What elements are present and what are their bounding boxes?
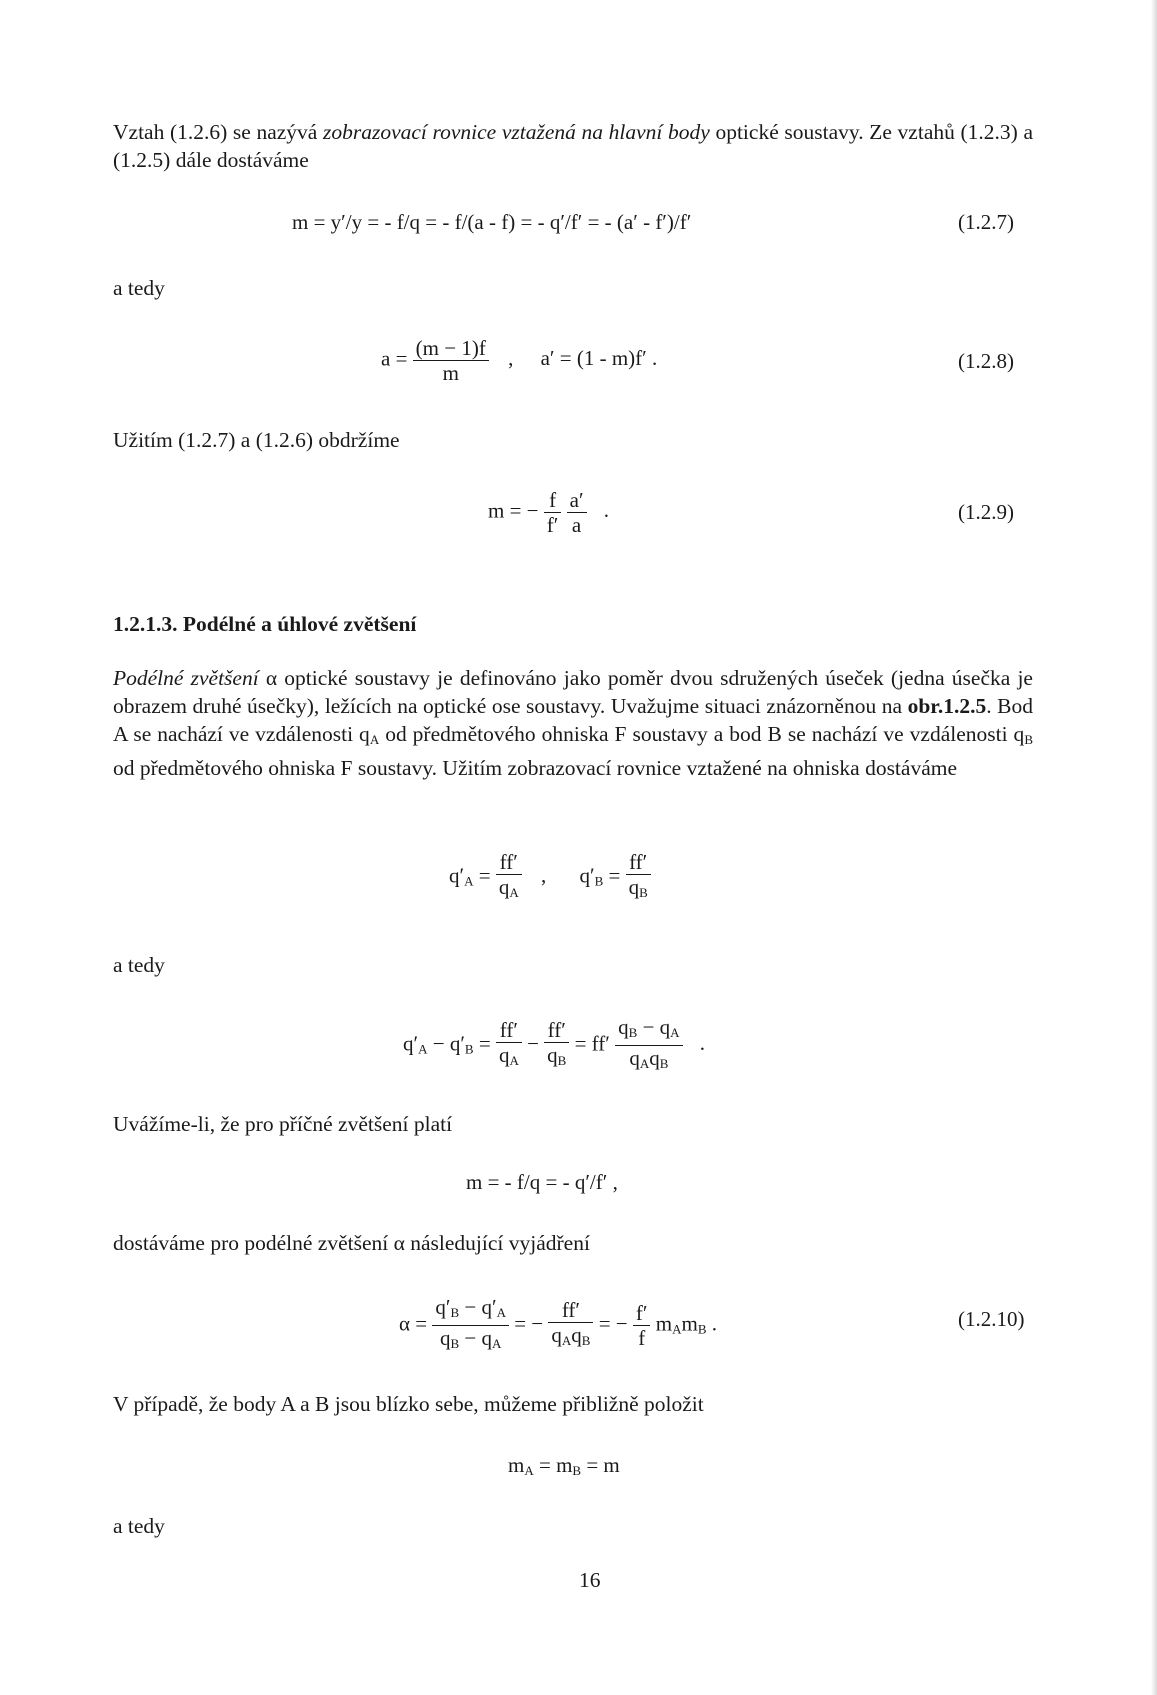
equation-qa-minus-qb: $q'_A - q'_B$ = $\frac{ff'}{q_A}$ − $\frac{ff'}{q_B}$ = ff′ $\frac{q_B - q_A}{q_Aq_B}$ . xyxy=(403,1015,706,1071)
figure-reference: obr.1.2.5 xyxy=(907,694,987,718)
italic-term: zobrazovací rovnice vztažená na hlavní body xyxy=(322,120,710,144)
text-a-tedy: a tedy xyxy=(113,276,165,300)
equation-number: (1.2.10) xyxy=(958,1307,1025,1331)
paragraph-longitudinal: Podélné zvětšení α optické soustavy je definováno jako poměr dvou sdružených úseček (jedna úsečka je obrazem druhé úsečky), ležících na optické ose soustavy. Uvažujme situaci znázorněnou na obr.1.2.5. Bod A se nachází ve vzdálenosti $q_A$ od předmětového ohniska F soustavy a bod B se nachází ve vzdálenosti $q_B$ od předmětového ohniska F soustavy. Užitím zobrazovací rovnice vztažené na ohniska dostáváme xyxy=(113,666,1034,780)
text-a-tedy: a tedy xyxy=(113,1514,165,1538)
text: optické soustavy. Ze vztahů (1.2.3) a (1.2.5) dále dostáváme xyxy=(113,120,1033,172)
text-v-pripade: V případě, že body A a B jsou blízko sebe, můžeme přibližně položit xyxy=(113,1392,704,1416)
equation-qa-qb: $q'_A$ = $\frac{ff'}{q_A}$ , $q'_B$ = $\frac{ff'}{q_B}$ xyxy=(449,850,651,905)
text-dostavame: dostáváme pro podélné zvětšení α následující vyjádření xyxy=(113,1231,590,1255)
section-heading: 1.2.1.3. Podélné a úhlové zvětšení xyxy=(113,612,417,636)
paragraph-intro xyxy=(113,118,1033,174)
equation-number: (1.2.9) xyxy=(958,500,1014,524)
text: Vztah (1.2.6) se nazývá xyxy=(113,120,323,144)
equation-number: (1.2.8) xyxy=(958,349,1014,373)
fraction: $\frac{(m - 1)f}{m}$ xyxy=(413,336,489,385)
text-uvazime: Uvážíme-li, že pro příčné zvětšení platí xyxy=(113,1112,453,1136)
text-uzitim: Užitím (1.2.7) a (1.2.6) obdržíme xyxy=(113,428,400,452)
equation-m: m = - f/q = - q′/f′ , xyxy=(466,1170,618,1194)
equation-ma-mb: $m_A = m_B = m$ xyxy=(508,1453,620,1478)
equation-1-2-7: m = y′/y = - f/q = - f/(a - f) = - q′/f′ = - (a′ - f′)/f′ xyxy=(292,210,692,234)
text-a-tedy: a tedy xyxy=(113,953,165,977)
equation-1-2-9: m = − $\frac{f}{f'}$ $\frac{a'}{a}$ . xyxy=(488,488,610,537)
equation-1-2-10: α = $\frac{q'_B - q'_A}{q_B - q_A}$ = − $\frac{ff'}{q_Aq_B}$ = − $\frac{f'}{f}$ $m_Am_B$ . xyxy=(399,1295,717,1351)
scan-edge-shadow xyxy=(1151,0,1157,1695)
equation-1-2-8: a = $\frac{(m - 1)f}{m}$ , a′ = (1 - m)f′ . xyxy=(381,336,658,385)
page-number: 16 xyxy=(579,1568,601,1592)
equation-number: (1.2.7) xyxy=(958,210,1014,234)
